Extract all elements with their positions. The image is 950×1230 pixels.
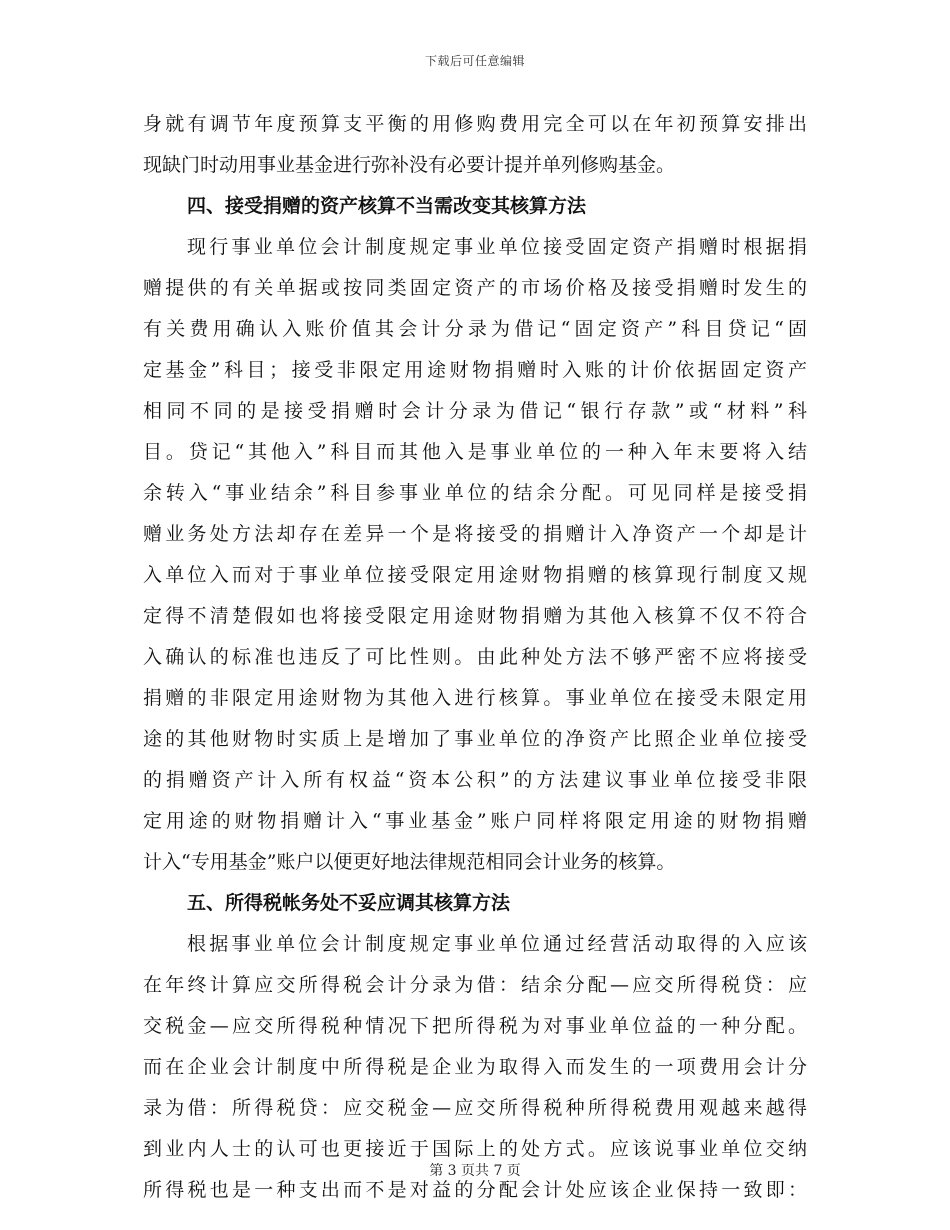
body-line: 有关费用确认入账价值其会计分录为借记“固定资产”科目贷记“固 (143, 318, 807, 340)
body-line: 交税金—应交所得税种情况下把所得税为对事业单位益的一种分配。 (143, 1015, 807, 1037)
section-heading-4: 四、接受捐赠的资产核算不当需改变其核算方法 (187, 195, 587, 217)
body-line: 定得不清楚假如也将接受限定用途财物捐赠为其他入核算不仅不符合 (143, 605, 807, 627)
body-line: 定用途的财物捐赠计入“事业基金”账户同样将限定用途的财物捐赠 (143, 810, 807, 832)
body-line: 定基金”科目；接受非限定用途财物捐赠时入账的计价依据固定资产 (143, 359, 807, 381)
body-line: 到业内人士的认可也更接近于国际上的处方式。应该说事业单位交纳 (143, 1138, 807, 1160)
body-line: 所得税也是一种支出而不是对益的分配会计处应该企业保持一致即： (143, 1179, 807, 1201)
body-line: 相同不同的是接受捐赠时会计分录为借记“银行存款”或“材料”科 (143, 400, 807, 422)
body-line: 余转入“事业结余”科目参事业单位的结余分配。可见同样是接受捐 (143, 482, 807, 504)
document-body (143, 104, 807, 1211)
body-line: 入单位入而对于事业单位接受限定用途财物捐赠的核算现行制度又规 (143, 564, 807, 586)
body-line: 赠提供的有关单据或按同类固定资产的市场价格及接受捐赠时发生的 (143, 277, 807, 299)
body-line: 的捐赠资产计入所有权益“资本公积”的方法建议事业单位接受非限 (143, 769, 807, 791)
body-line: 计入“专用基金”账户以便更好地法律规范相同会计业务的核算。 (143, 851, 676, 873)
body-line: 身就有调节年度预算支平衡的用修购费用完全可以在年初预算安排出 (143, 113, 807, 135)
body-line: 而在企业会计制度中所得税是企业为取得入而发生的一项费用会计分 (143, 1056, 807, 1078)
body-line: 根据事业单位会计制度规定事业单位通过经营活动取得的入应该 (187, 933, 807, 955)
body-line: 途的其他财物时实质上是增加了事业单位的净资产比照企业单位接受 (143, 728, 807, 750)
body-line: 录为借：所得税贷：应交税金—应交所得税种所得税费用观越来越得 (143, 1097, 807, 1119)
body-line: 入确认的标准也违反了可比性则。由此种处方法不够严密不应将接受 (143, 646, 807, 668)
section-heading-5: 五、所得税帐务处不妥应调其核算方法 (187, 892, 511, 914)
body-line: 在年终计算应交所得税会计分录为借：结余分配—应交所得税贷：应 (143, 974, 807, 996)
body-line: 捐赠的非限定用途财物为其他入进行核算。事业单位在接受未限定用 (143, 687, 807, 709)
body-line: 现缺门时动用事业基金进行弥补没有必要计提并单列修购基金。 (143, 154, 676, 176)
body-line: 现行事业单位会计制度规定事业单位接受固定资产捐赠时根据捐 (187, 236, 807, 258)
body-line: 目。贷记“其他入”科目而其他入是事业单位的一种入年末要将入结 (143, 441, 807, 463)
body-line: 赠业务处方法却存在差异一个是将接受的捐赠计入净资产一个却是计 (143, 523, 807, 545)
page-number: 第 3 页共 7 页 (429, 1163, 521, 1179)
page-header-note: 下载后可任意编辑 (424, 54, 525, 68)
